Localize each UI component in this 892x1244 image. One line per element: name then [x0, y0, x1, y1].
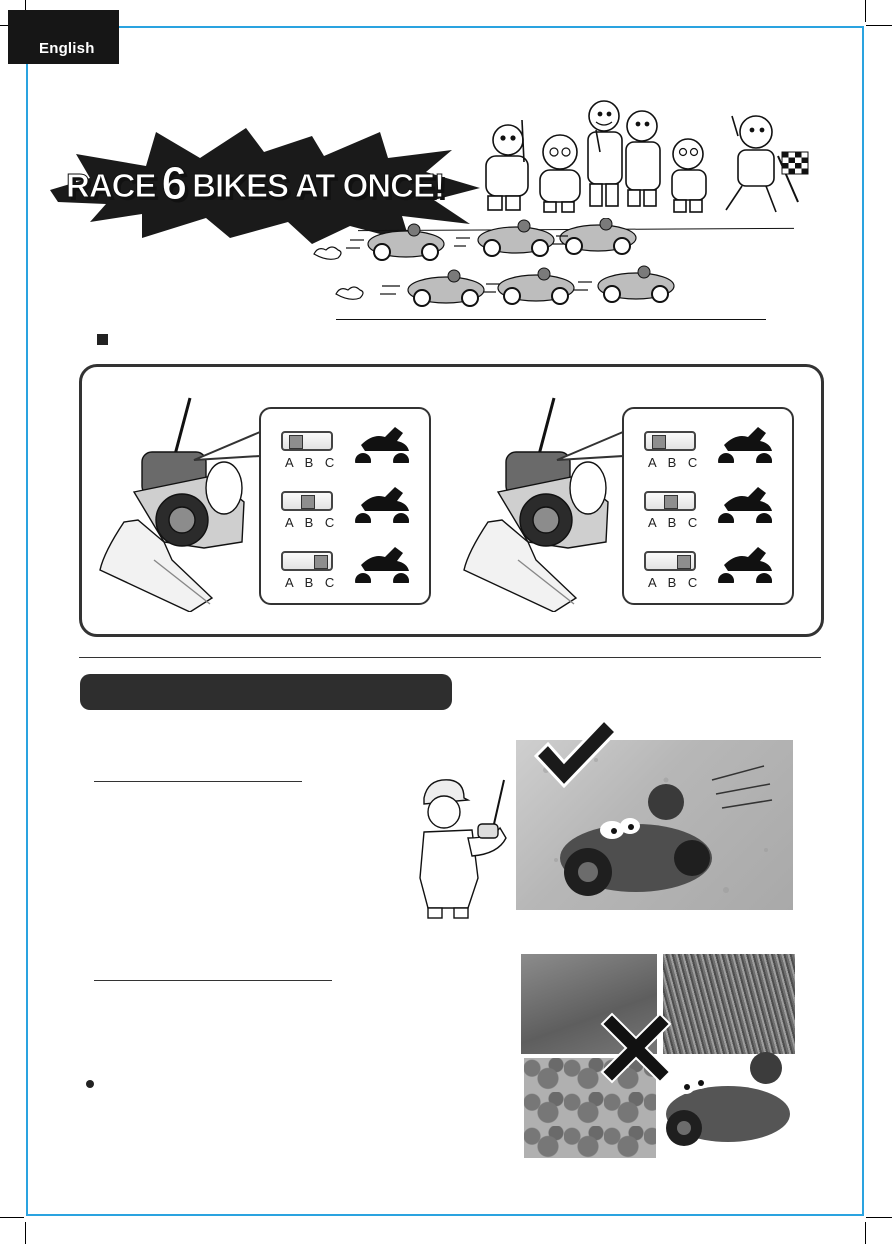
- motorbike-icon: [355, 543, 415, 583]
- channel-switch-a: [644, 431, 696, 451]
- crop-mark: [25, 1222, 26, 1244]
- section-divider: [79, 657, 821, 658]
- check-mark-icon: [530, 716, 620, 788]
- motorbike-icon: [355, 423, 415, 463]
- abc-label: A B C: [285, 455, 339, 470]
- channel-switch-c: [281, 551, 333, 571]
- callout-pointer: [553, 430, 625, 470]
- banner-rest: BIKES AT ONCE!: [192, 167, 444, 204]
- motorbike-icon: [368, 218, 674, 306]
- banner-number: 6: [161, 157, 187, 209]
- motorbike-icon: [718, 543, 778, 583]
- language-label: English: [39, 40, 95, 57]
- cartoon-kids-illustration: [476, 96, 816, 220]
- abc-label: A B C: [648, 575, 702, 590]
- racing-bikes-illustration: [306, 218, 676, 314]
- channel-switch-c: [644, 551, 696, 571]
- motorbike-icon: [355, 483, 415, 523]
- bad-surface-photo-bike: [656, 1044, 796, 1148]
- callout-pointer: [190, 430, 262, 470]
- subheading-underline: [94, 980, 332, 981]
- remote-control-icon: [458, 392, 628, 612]
- banner-title: [66, 157, 466, 209]
- bad-surface-photo-grass: [663, 954, 795, 1054]
- track-line-bottom: [336, 319, 766, 320]
- list-bullet: [86, 1080, 94, 1088]
- abc-label: A B C: [285, 515, 339, 530]
- language-tab: [8, 10, 119, 64]
- section-bullet: [97, 334, 108, 345]
- section-header-pill: [80, 674, 452, 710]
- crop-mark: [866, 1217, 892, 1218]
- crop-mark: [866, 25, 892, 26]
- channel-box: [259, 407, 431, 605]
- channel-switch-a: [281, 431, 333, 451]
- crop-mark: [0, 1217, 24, 1218]
- channel-switch-b: [281, 491, 333, 511]
- crop-mark: [865, 0, 866, 22]
- banner-race: RACE: [66, 167, 156, 204]
- motorbike-icon: [718, 483, 778, 523]
- boy-with-controller-illustration: [408, 768, 514, 920]
- abc-label: A B C: [648, 515, 702, 530]
- abc-label: A B C: [648, 455, 702, 470]
- motorbike-icon: [718, 423, 778, 463]
- channel-switch-b: [644, 491, 696, 511]
- channel-box: [622, 407, 794, 605]
- subheading-underline: [94, 781, 302, 782]
- crop-mark: [865, 1222, 866, 1244]
- cross-mark-icon: [596, 1008, 676, 1088]
- remote-control-icon: [94, 392, 264, 612]
- abc-label: A B C: [285, 575, 339, 590]
